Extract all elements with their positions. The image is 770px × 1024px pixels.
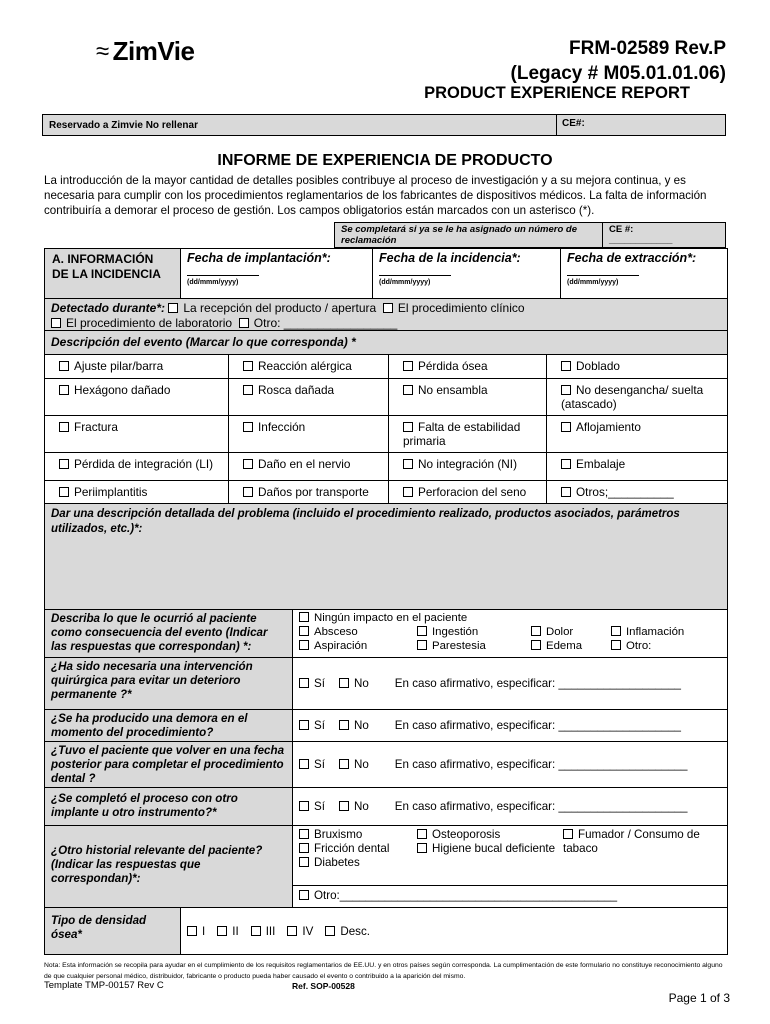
footer-note: Nota: Esta información se recopila para ayudar en el cumplimiento de los requisitos reglamentarios de EE.UU. y en otros países según corresponda. La cumplimentación de este formulario no constituye reconocimiento alguno de que cualquier personal médico, distribuidor, fabricante o producto pueda haber causado el evento o contribuido a la aparición del mismo. (44, 962, 723, 980)
template-number: Template TMP-00157 Rev C (44, 980, 164, 991)
q0-yes-label: Sí (314, 676, 325, 690)
section-a-row (45, 249, 727, 299)
detected-lab-checkbox[interactable] (51, 318, 61, 328)
q2-specify[interactable]: En caso afirmativo, especificar: ____________________ (394, 757, 688, 771)
incident-date-field[interactable] (373, 249, 561, 298)
event-checkbox[interactable] (561, 459, 571, 469)
claim-note: Se completará si ya se le ha asignado un número de reclamación (335, 223, 603, 247)
claim-ce-field[interactable] (603, 223, 725, 247)
event-option-label: Falta de estabilidad primaria (403, 420, 521, 448)
q3-no-checkbox[interactable] (339, 801, 349, 811)
question-row-2 (45, 742, 727, 788)
bone-density-row (45, 908, 727, 954)
event-checkbox[interactable] (59, 361, 69, 371)
explant-date-format: (dd/mmm/yyyy) (567, 279, 619, 286)
q2-no-checkbox[interactable] (339, 759, 349, 769)
event-checkbox[interactable] (243, 422, 253, 432)
bone-option-checkbox[interactable] (217, 926, 227, 936)
no-impact-checkbox[interactable] (299, 612, 309, 622)
event-cell (547, 416, 727, 453)
event-cell (229, 355, 389, 379)
claim-ce-blank: ____________ (609, 235, 673, 246)
bone-option-checkbox[interactable] (287, 926, 297, 936)
event-option-label: No ensambla (418, 383, 488, 397)
event-checkbox[interactable] (561, 361, 571, 371)
bone-option (217, 925, 238, 938)
event-checkbox[interactable] (403, 361, 413, 371)
osteoporosis-checkbox[interactable] (417, 829, 427, 839)
history-row (45, 826, 727, 908)
incident-form (44, 248, 728, 955)
detected-reception-label: La recepción del producto / apertura (183, 301, 377, 315)
event-cell (45, 355, 229, 379)
paresthesia-label: Parestesia (432, 640, 486, 652)
history-other-label[interactable]: Otro:___________________________________________ (314, 889, 618, 902)
aspiration-label: Aspiración (314, 640, 368, 652)
reserved-bar (42, 114, 726, 136)
sop-reference: Ref. SOP-00528 (292, 981, 355, 991)
bruxism-label: Bruxismo (314, 828, 363, 841)
event-cell (389, 379, 547, 416)
q0-yes-checkbox[interactable] (299, 678, 309, 688)
bone-option-checkbox[interactable] (325, 926, 335, 936)
page-number: Page 1 of 3 (668, 991, 730, 1005)
question-answer-3 (293, 788, 727, 825)
event-checkbox[interactable] (403, 487, 413, 497)
detected-lab-label: El procedimiento de laboratorio (66, 316, 233, 330)
bone-density-label: Tipo de densidad ósea* (45, 908, 181, 954)
detected-other-checkbox[interactable] (239, 318, 249, 328)
hygiene-label: Higiene bucal deficiente (432, 842, 556, 855)
event-cell (547, 379, 727, 416)
q2-yes-checkbox[interactable] (299, 759, 309, 769)
event-option-label: Doblado (576, 359, 620, 373)
bone-option-label: III (265, 924, 276, 938)
q1-no-checkbox[interactable] (339, 720, 349, 730)
bruxism-checkbox[interactable] (299, 829, 309, 839)
event-option-label: Pérdida de integración (LI) (74, 457, 214, 471)
event-option-label: Reacción alérgica (258, 359, 352, 373)
diabetes-checkbox[interactable] (299, 857, 309, 867)
report-title: PRODUCT EXPERIENCE REPORT (424, 84, 690, 102)
event-option-label: No desengancha/ suelta (atascado) (561, 383, 704, 411)
q2-yes-label: Sí (314, 757, 325, 771)
logo-text: ZimVie (112, 36, 195, 66)
event-option-label: Daños por transporte (258, 485, 369, 499)
detected-clinical-label: El procedimiento clínico (397, 301, 525, 315)
event-cell (45, 453, 229, 481)
event-grid (45, 355, 727, 503)
implant-date-format: (dd/mmm/yyyy) (187, 279, 239, 286)
smoker-label: Fumador / Consumo de tabaco (563, 828, 700, 855)
implant-date-label: Fecha de implantación*: (187, 251, 331, 265)
bone-option (287, 925, 313, 938)
friction-checkbox[interactable] (299, 843, 309, 853)
q1-yes-checkbox[interactable] (299, 720, 309, 730)
question-answer-2 (293, 742, 727, 787)
history-question: ¿Otro historial relevante del paciente? (Indicar las respuestas que correspondan)*: (45, 826, 293, 907)
bone-option (187, 925, 205, 938)
event-option-label: Perforacion del seno (418, 485, 527, 499)
question-answer-1 (293, 710, 727, 741)
question-row-0 (45, 658, 727, 710)
event-option-label: Embalaje (576, 457, 626, 471)
section-a-title: A. INFORMACIÓN DE LA INCIDENCIA (45, 249, 181, 298)
inflammation-label: Inflamación (626, 626, 685, 638)
event-grid-row (45, 355, 727, 504)
implant-date-line (187, 275, 259, 276)
problem-description-field[interactable] (45, 504, 727, 610)
patient-impact-question: Describa lo que le ocurrió al paciente como consecuencia del evento (Indicar las respuestas que correspondan) *: (45, 610, 293, 657)
question-row-3 (45, 788, 727, 826)
event-cell (389, 355, 547, 379)
incident-date-format: (dd/mmm/yyyy) (379, 279, 431, 286)
incident-date-line (379, 275, 451, 276)
question-answer-0 (293, 658, 727, 709)
claim-box (334, 222, 726, 248)
bone-option (325, 925, 370, 938)
event-option-label: Daño en el nervio (258, 457, 351, 471)
aspiration-checkbox[interactable] (299, 640, 309, 650)
abscess-checkbox[interactable] (299, 626, 309, 636)
event-checkbox[interactable] (59, 422, 69, 432)
patient-impact-row (45, 610, 727, 658)
legacy-number: (Legacy # M05.01.01.06) (510, 63, 726, 84)
event-checkbox[interactable] (403, 385, 413, 395)
paresthesia-checkbox[interactable] (417, 640, 427, 650)
q3-yes-label: Sí (314, 799, 325, 813)
bone-option-label: Desc. (340, 924, 370, 938)
abscess-label: Absceso (314, 626, 358, 638)
event-cell (547, 481, 727, 503)
event-checkbox[interactable] (561, 422, 571, 432)
event-cell (389, 453, 547, 481)
document-title: INFORME DE EXPERIENCIA DE PRODUCTO (217, 152, 553, 169)
event-checkbox[interactable] (243, 361, 253, 371)
friction-label: Fricción dental (314, 842, 390, 855)
explant-date-field[interactable] (561, 249, 727, 298)
inflammation-checkbox[interactable] (611, 626, 621, 636)
reserved-label: Reservado a Zimvie No rellenar (43, 115, 557, 135)
form-number-block (511, 36, 726, 86)
explant-date-label: Fecha de extracción*: (567, 251, 697, 265)
bone-option-label: II (232, 924, 239, 938)
q1-specify[interactable]: En caso afirmativo, especificar: ___________________ (394, 718, 681, 732)
detected-label: Detectado durante*: (51, 301, 166, 315)
ce-field[interactable]: CE#: (562, 118, 585, 129)
history-options (293, 826, 727, 907)
event-option-label: Ajuste pilar/barra (74, 359, 164, 373)
bone-option-label: IV (302, 924, 314, 938)
event-option-label: No integración (NI) (418, 457, 518, 471)
event-checkbox[interactable] (403, 422, 413, 432)
event-checkbox[interactable] (59, 487, 69, 497)
ingestion-label: Ingestión (432, 626, 479, 638)
explant-date-line (567, 275, 639, 276)
question-text-1: ¿Se ha producido una demora en el momento del procedimiento? (45, 710, 293, 741)
event-cell (229, 416, 389, 453)
form-number: FRM-02589 Rev.P (569, 38, 726, 59)
event-option-label: Pérdida ósea (418, 359, 488, 373)
history-other-checkbox[interactable] (299, 890, 309, 900)
event-checkbox[interactable] (59, 459, 69, 469)
detected-clinical-checkbox[interactable] (383, 303, 393, 313)
event-option-label: Aflojamiento (576, 420, 641, 434)
event-option-label: Infección (258, 420, 306, 434)
event-checkbox[interactable] (59, 385, 69, 395)
question-text-3: ¿Se completó el proceso con otro implante u otro instrumento?* (45, 788, 293, 825)
event-cell (229, 453, 389, 481)
edema-label: Edema (546, 640, 583, 652)
event-cell (45, 379, 229, 416)
detected-row (45, 299, 727, 331)
osteoporosis-label: Osteoporosis (432, 828, 501, 841)
event-checkbox[interactable] (243, 385, 253, 395)
q2-no-label: No (353, 757, 369, 771)
q1-yes-label: Sí (314, 718, 325, 732)
q3-no-label: No (353, 799, 369, 813)
event-option-label: Rosca dañada (258, 383, 335, 397)
detected-reception-checkbox[interactable] (168, 303, 178, 313)
event-cell (389, 416, 547, 453)
event-checkbox[interactable] (561, 385, 571, 395)
event-cell (389, 481, 547, 503)
zimvie-logo (96, 36, 194, 67)
event-cell (229, 379, 389, 416)
pain-label: Dolor (546, 626, 574, 638)
event-option-label: Hexágono dañado (74, 383, 171, 397)
event-checkbox[interactable] (403, 459, 413, 469)
q1-no-label: No (353, 718, 369, 732)
hygiene-checkbox[interactable] (417, 843, 427, 853)
edema-checkbox[interactable] (531, 640, 541, 650)
diabetes-label: Diabetes (314, 856, 360, 869)
detected-other-label: Otro: _________________ (253, 316, 398, 330)
patient-other-label: Otro: (626, 640, 652, 652)
q3-specify[interactable]: En caso afirmativo, especificar: ____________________ (394, 799, 688, 813)
event-option-label: Otros;__________ (576, 485, 674, 499)
event-cell (45, 416, 229, 453)
event-option-label: Fractura (74, 420, 118, 434)
zimvie-logo-icon: ≈ (96, 37, 109, 65)
event-option-label: Periimplantitis (74, 485, 148, 499)
bone-option (251, 925, 276, 938)
question-text-2: ¿Tuvo el paciente que volver en una fecha posterior para completar el procedimiento dental ? (45, 742, 293, 787)
patient-impact-options (293, 610, 727, 657)
bone-option-checkbox[interactable] (251, 926, 261, 936)
event-checkbox[interactable] (243, 487, 253, 497)
event-description-header: Descripción del evento (Marcar lo que corresponda) * (45, 331, 727, 355)
intro-text: La introducción de la mayor cantidad de detalles posibles contribuye al proceso de investigación y a su mejora continua, y es necesaria para cumplir con los procedimientos reglamentarios de los fabricantes de dispositivos médicos. La falta de información contribuiría a demorar el proceso de gestión. Los campos obligatorios están marcados con un asterisco (*). (44, 174, 707, 217)
q0-specify[interactable]: En caso afirmativo, especificar: ___________________ (394, 676, 681, 690)
pain-checkbox[interactable] (531, 626, 541, 636)
ingestion-checkbox[interactable] (417, 626, 427, 636)
q3-yes-checkbox[interactable] (299, 801, 309, 811)
claim-ce-label: CE #: (609, 224, 634, 235)
smoker-checkbox[interactable] (563, 829, 573, 839)
incident-date-label: Fecha de la incidencia*: (379, 251, 521, 265)
no-impact-label: Ningún impacto en el paciente (314, 612, 468, 624)
implant-date-field[interactable] (181, 249, 373, 298)
event-cell (45, 481, 229, 503)
bone-density-options (181, 908, 727, 954)
event-checkbox[interactable] (561, 487, 571, 497)
event-cell (229, 481, 389, 503)
question-row-1 (45, 710, 727, 742)
patient-other-checkbox[interactable] (611, 640, 621, 650)
bone-option-checkbox[interactable] (187, 926, 197, 936)
event-cell (547, 355, 727, 379)
event-checkbox[interactable] (243, 459, 253, 469)
problem-description-label: Dar una descripción detallada del problema (incluido el procedimiento realizado, productos asociados, parámetros utilizados, etc.)*: (51, 508, 680, 535)
event-cell (547, 453, 727, 481)
q0-no-label: No (353, 676, 369, 690)
question-text-0: ¿Ha sido necesaria una intervención quirúrgica para evitar un deterioro permanente ?* (45, 658, 293, 709)
bone-option-label: I (202, 924, 206, 938)
q0-no-checkbox[interactable] (339, 678, 349, 688)
